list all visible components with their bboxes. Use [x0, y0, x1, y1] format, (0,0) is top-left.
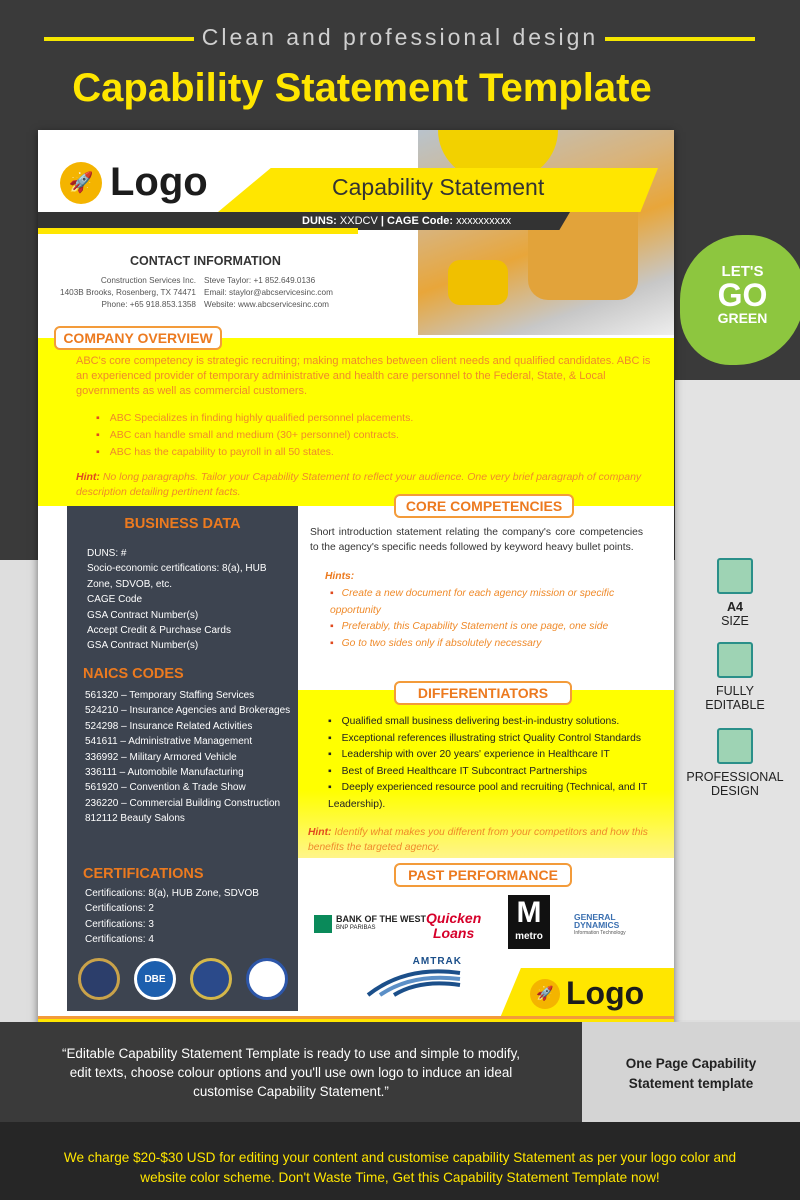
pricing-footer: We charge $20-$30 USD for editing your content and customise capability Statement as per your logo color and website color scheme. Don't Waste Time, Get this Capability Statement Template now! [0, 1122, 800, 1200]
go-green-badge [680, 235, 800, 365]
list-item: Certifications: 4 [85, 934, 154, 946]
bank-logo [314, 915, 426, 933]
metro-m-icon: M [516, 896, 542, 929]
bank-sub: BNP PARIBAS [336, 925, 376, 931]
hint-label: Hint: [76, 471, 100, 483]
list-item: 561920 – Convention & Trade Show [85, 782, 246, 794]
bank-name: BANK OF THE WEST [336, 914, 426, 924]
hint-text: Identify what makes you different from your competitors and how this benefits the targeted agency. [308, 827, 648, 853]
certification-badges [78, 958, 288, 1000]
list-item: CAGE Code [87, 594, 143, 606]
business-data-list [87, 546, 287, 654]
cage-value: xxxxxxxxxx [456, 215, 512, 227]
quicken-line-1: Quicken [426, 910, 482, 926]
hint-label: Hint: [308, 827, 332, 838]
certifications-list [85, 886, 291, 948]
differentiators-list [328, 714, 668, 813]
feature-label: FULLY EDITABLE [705, 684, 765, 712]
list-item: ▪ Leadership with over 20 years' experience in Healthcare IT [328, 747, 668, 764]
company-phone: Phone: +65 918.853.1358 [101, 300, 196, 309]
metro-logo [508, 895, 550, 949]
feature-a4 [680, 558, 790, 628]
go-green-line-1: LET'S [721, 263, 764, 280]
go-green-line-3: GREEN [717, 310, 768, 326]
duns-cage-line [302, 215, 511, 227]
worker-photo [418, 130, 674, 335]
contact-left [58, 275, 196, 311]
logo-top [60, 160, 208, 205]
business-data-heading: BUSINESS DATA [124, 516, 241, 532]
list-item: ▪ Exceptional references illustrating strict Quality Control Standards [328, 731, 668, 748]
certifications-heading: CERTIFICATIONS [83, 866, 204, 882]
veterans-seal-icon [78, 958, 120, 1000]
dbe-badge: DBE [134, 958, 176, 1000]
logo-text: Logo [110, 160, 208, 204]
list-item: ▪ ABC can handle small and medium (30+ personnel) contracts. [96, 427, 413, 444]
contact-right [204, 275, 333, 311]
contact-heading: CONTACT INFORMATION [130, 254, 281, 268]
list-item: ▪ Create a new document for each agency mission or specific opportunity [330, 586, 650, 619]
quicken-line-2: Loans [433, 925, 475, 941]
feature-label: PROFESSIONAL DESIGN [686, 770, 784, 798]
glove-shape [448, 260, 508, 305]
page-title: Capability Statement Template [72, 66, 652, 110]
rocket-icon: 🚀 [530, 979, 560, 1009]
list-item: 541611 – Administrative Management [85, 736, 253, 748]
list-item: 812112 Beauty Salons [85, 813, 185, 825]
sidebar [67, 506, 298, 1011]
core-hints-label: Hints: [325, 571, 355, 582]
list-item: ▪ ABC Specializes in finding highly qualified personnel placements. [96, 410, 413, 427]
list-item: 524210 – Insurance Agencies and Brokerages [85, 705, 291, 717]
list-item: 336992 – Military Armored Vehicle [85, 751, 237, 763]
differentiators-hint [308, 825, 658, 855]
edit-icon [717, 642, 753, 678]
list-item: GSA Contract Number(s) [87, 640, 199, 652]
list-item: GSA Contract Number(s) [87, 609, 199, 621]
contact-website: Website: www.abcservicesinc.com [204, 300, 329, 309]
duns-label: DUNS: [302, 215, 337, 227]
bottom-logo [530, 975, 644, 1012]
list-item: ▪ Preferably, this Capability Statement is one page, one side [330, 619, 650, 636]
company-name: Construction Services Inc. [100, 276, 196, 285]
rocket-icon: 🚀 [60, 162, 102, 204]
amtrak-wave-icon [366, 967, 462, 997]
list-item: ▪ Best of Breed Healthcare IT Subcontract Partnerships [328, 764, 668, 781]
core-intro: Short introduction statement relating the company's core competencies to the agency's specific needs followed by keyword heavy bullet points. [310, 527, 643, 553]
list-item: Socio-economic certifications: 8(a), HUB Zone, SDVOB, etc. [87, 563, 267, 590]
naics-heading: NAICS CODES [83, 666, 184, 682]
hint-text: No long paragraphs. Tailor your Capability Statement to reflect your audience. One very brief paragraph of company description detailing pertinent facts. [76, 471, 642, 498]
certified-seal-icon [246, 958, 288, 1000]
logo-text: Logo [566, 975, 645, 1011]
naics-list [85, 688, 291, 827]
description-quote: “Editable Capability Statement Template is ready to use and simple to modify, edit texts, choose colour options and you'll use own logo to induce an ideal customise Capability Statement.” [0, 1022, 582, 1122]
core-heading: CORE COMPETENCIES [394, 494, 574, 518]
past-performance-heading: PAST PERFORMANCE [394, 863, 572, 887]
feature-professional [680, 728, 790, 798]
company-address: 1403B Brooks, Rosenberg, TX 74471 [60, 288, 196, 297]
list-item: 336111 – Automobile Manufacturing [85, 767, 244, 779]
list-item: Certifications: 2 [85, 903, 154, 915]
quicken-logo [426, 911, 481, 941]
overview-text: ABC's core competency is strategic recruiting; making matches between client needs and qualified candidates. ABC is an experienced provider of temporary administrative and health care personnel to the Federal, State, & Local governments as well as commercial customers. [76, 355, 651, 397]
document-icon [717, 558, 753, 594]
list-item: ▪ Qualified small business delivering best-in-industry solutions. [328, 714, 668, 731]
list-item: Certifications: 8(a), HUB Zone, SDVOB [85, 888, 259, 899]
list-item: ▪ Go to two sides only if absolutely necessary [330, 636, 650, 653]
contact-person: Steve Taylor: +1 852.649.0136 [204, 276, 316, 285]
overview-heading: COMPANY OVERVIEW [54, 326, 222, 350]
agency-seal-icon [190, 958, 232, 1000]
layout-icon [717, 728, 753, 764]
contact-email: Email: staylor@abcservicesinc.com [204, 288, 333, 297]
document-title: Capability Statement [332, 174, 545, 200]
bank-mark-icon [314, 915, 332, 933]
document-preview [38, 130, 674, 1026]
cage-label: | CAGE Code: [380, 215, 454, 227]
metro-name: metro [515, 931, 543, 942]
list-item: Certifications: 3 [85, 918, 154, 930]
feature-label: SIZE [721, 614, 749, 628]
list-item: Accept Credit & Purchase Cards [87, 625, 231, 637]
list-item: DUNS: # [87, 548, 127, 559]
general-dynamics-logo [574, 913, 626, 937]
list-item: 236220 – Commercial Building Construction [85, 797, 281, 809]
list-item: 524298 – Insurance Related Activities [85, 720, 253, 732]
amtrak-logo [366, 956, 462, 1002]
core-hints-list [330, 586, 650, 652]
list-item: 561320 – Temporary Staffing Services [85, 690, 255, 701]
duns-value: XXDCV [339, 215, 378, 227]
feature-editable [680, 642, 790, 712]
differentiators-heading: DIFFERENTIATORS [394, 681, 572, 705]
gd-sub: Information Technology [574, 930, 626, 936]
one-page-label [582, 1022, 800, 1122]
band-underline [38, 228, 358, 234]
go-green-line-2: GO [717, 277, 768, 313]
feature-bold: A4 [727, 600, 743, 614]
gd-line-2: DYNAMICS [574, 920, 620, 930]
amtrak-name: AMTRAK [412, 956, 462, 967]
tagline-line-right [605, 37, 755, 41]
overview-bullets [96, 410, 413, 461]
list-item: ▪ ABC has the capability to payroll in all 50 states. [96, 444, 413, 461]
one-page-text: One Page Capability Statement template [625, 1056, 757, 1091]
tagline: Clean and professional design [201, 24, 599, 50]
list-item: ▪ Deeply experienced resource pool and recruiting (Technical, and IT Leadership). [328, 780, 668, 813]
tagline-row [0, 24, 800, 54]
gd-line-1: GENERAL [574, 912, 616, 922]
